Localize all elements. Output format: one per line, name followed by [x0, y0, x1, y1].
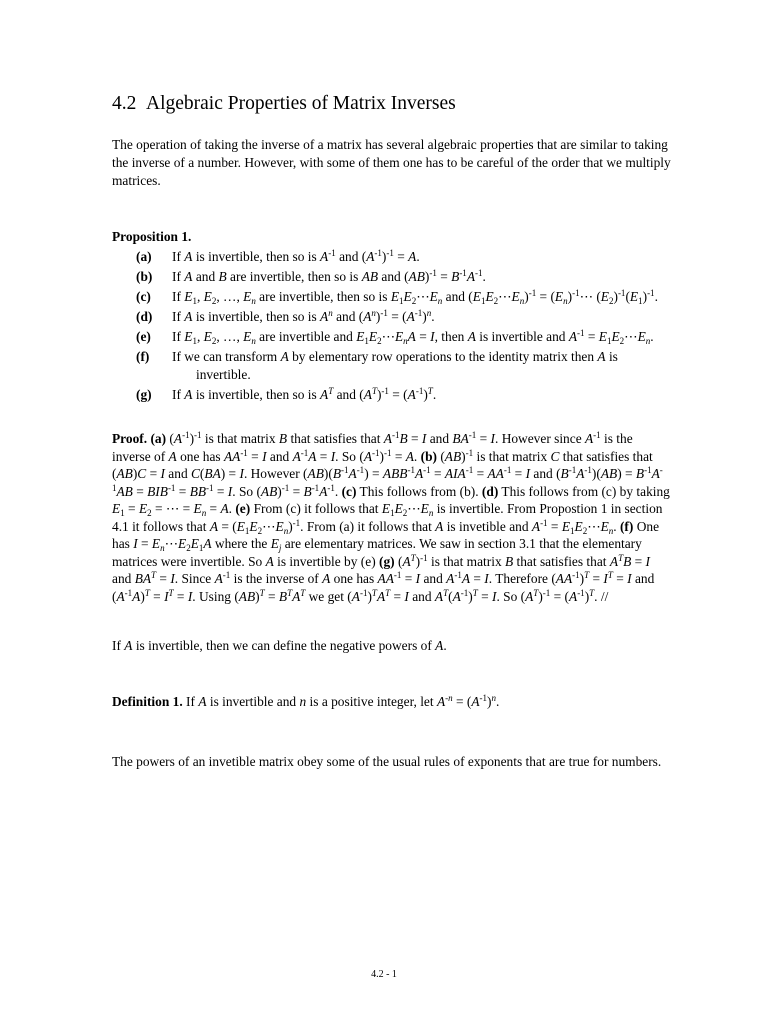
item-label: (d): [136, 309, 153, 324]
item-text: If A is invertible, then so is $A^{-1}$ and $(A^{-1})^{-1} = A$.: [172, 248, 420, 264]
item-label: (a): [136, 249, 152, 264]
item-text: If A is invertible, then so is $A^T$ and $(A^T)^{-1} = (A^{-1})^T$.: [172, 386, 437, 402]
document-page: [112, 92, 672, 771]
section-number: 4.2: [112, 93, 137, 114]
proposition-block: [112, 228, 672, 404]
section-heading: [112, 92, 672, 116]
page-number: 4.2 - 1: [371, 969, 397, 980]
proposition-item-f: [112, 348, 672, 384]
item-label: (b): [136, 269, 153, 284]
item-text: If we can transform A by elementary row operations to the identity matrix then A is invertible.: [172, 349, 618, 382]
closing-paragraph: The powers of an invetible matrix obey some of the usual rules of exponents that are true for numbers.: [112, 754, 662, 769]
negative-powers-paragraph: If A is invertible, then we can define the negative powers of A.: [112, 638, 447, 653]
proposition-item-c: [112, 288, 672, 306]
proposition-item-e: [112, 328, 672, 346]
item-label: (c): [136, 289, 151, 304]
proposition-item-g: [112, 386, 672, 404]
proposition-item-b: [112, 268, 672, 286]
definition-paragraph: Definition 1. If A is invertible and n is a positive integer, let $A^{-n} = (A^{-1})^n$.: [112, 693, 500, 709]
proof-label: Proof.: [112, 431, 148, 446]
proof-paragraph: Proof. (a) $(A^{-1})^{-1}$ is that matrix B that satisfies that $A^{-1}B = I$ and $BA^{-1} = I$. However since $A^{-1}$ is the inverse of A one has $AA^{-1} = I$ and $A^{-1}A = I$. So $(A^{-1})^{-1} = A$. (b) (AB)$^{-1}$ is that matrix C that satisfies that (AB)C = I and C(BA) = I. However $(AB)(B^{-1}A^{-1}) = ABB^{-1}A^{-1} = AIA^{-1} = AA^{-1} = I$ and $(B^{-1}A^{-1})(AB) = B^{-1}A^{-1}AB = BIB^{-1} = BB^{-1} = I$. So $(AB)^{-1} = B^{-1}A^{-1}$. (c) This follows from (b). (d) This follows from (c) by taking $E_1 = E_2$ = ⋯ = $E_n = A$. (e) From (c) it follows that $E_1E_2\cdots E_n$ is invertible. From Propostion 1 in section 4.1 it follows that $A = (E_1E_2\cdots E_n)^{-1}$. From (a) it follows that A is invetible and $A^{-1}$ = $E_1E_2\cdots E_n$. (f) One has $I = E_n\cdots E_2E_1A$ where the $E_j$ are elementary matrices. We saw in section 3.1 that the elementary matrices were invertible. So A is invertible by (e) (g) $(A^T)^{-1}$ is that matrix B that satisfies that $A^TB = I$ and $BA^T = I$. Since $A^{-1}$ is the inverse of A one has $AA^{-1} = I$ and $A^{-1}A = I$. Therefore $(AA^{-1})^T = I^T = I$ and $(A^{-1}A)^T = I^T = I$. Using $(AB)^T = B^TA^T$ we get $(A^{-1})^TA^T = I$ and $A^T(A^{-1})^T = I$. So $(A^T)^{-1} = (A^{-1})^T$. //: [112, 430, 670, 604]
proposition-item-a: [112, 248, 672, 266]
definition-title: Definition 1.: [112, 694, 183, 709]
item-text: If $E_1$, $E_2$, …, $E_n$ are invertible and $E_1E_2\cdots E_nA = I$, then A is invertible and $A^{-1}$ = $E_1E_2\cdots E_n$.: [172, 328, 654, 346]
item-label: (f): [136, 349, 150, 364]
item-text: If $E_1$, $E_2$, …, $E_n$ are invertible, then so is $E_1E_2\cdots E_n$ and $(E_1E_2\cdots E_n)^{-1}$ = $(E_n)^{-1}\cdots$ $(E_2)^{-1}(E_1)^{-1}$.: [172, 288, 658, 306]
intro-paragraph: The operation of taking the inverse of a matrix has several algebraic properties that are similar to taking the inverse of a number. However, with some of them one has to be careful of the order that we multiply matrices.: [112, 137, 671, 188]
proposition-list: [112, 248, 672, 404]
item-text: If A is invertible, then so is $A^n$ and $(A^n)^{-1} = (A^{-1})^n$.: [172, 308, 435, 324]
item-label: (g): [136, 387, 152, 402]
section-title: Algebraic Properties of Matrix Inverses: [146, 93, 456, 114]
proposition-title: Proposition 1.: [112, 229, 192, 244]
item-text: If A and B are invertible, then so is AB and $(AB)^{-1} = B^{-1}A^{-1}$.: [172, 268, 486, 284]
item-label: (e): [136, 329, 151, 344]
proposition-item-d: [112, 308, 672, 326]
